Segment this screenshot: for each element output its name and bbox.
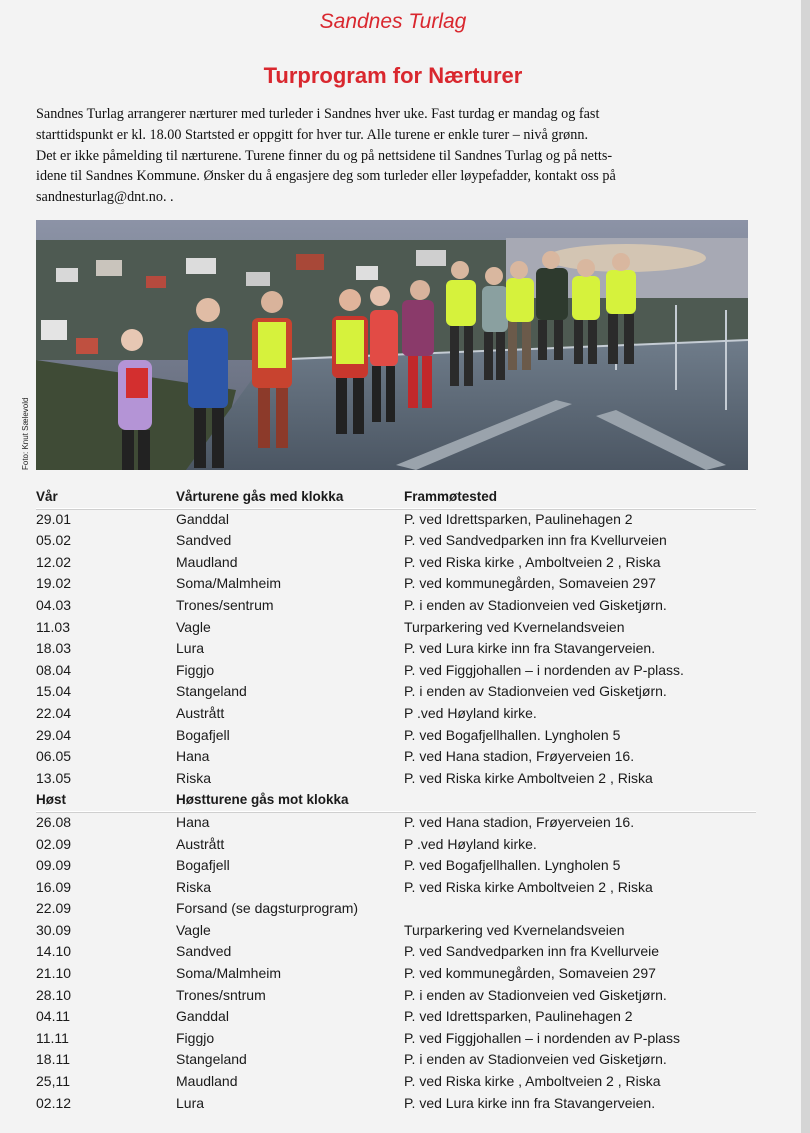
tour-date: 29.04 — [36, 726, 72, 743]
intro-line: sandnesturlag@dnt.no. . — [36, 189, 174, 206]
table-row — [36, 681, 756, 703]
tour-date: 29.01 — [36, 510, 72, 527]
tour-date: 22.04 — [36, 704, 72, 721]
tour-date: 04.03 — [36, 596, 72, 613]
table-row — [36, 552, 756, 574]
intro-line: Det er ikke påmelding til nærturene. Turene finner du og på nettsidene til Sandnes Turlag og på netts- — [36, 147, 613, 164]
tour-meeting-place: P. ved Lura kirke inn fra Stavangerveien. — [404, 1094, 656, 1111]
tour-meeting-place: P. ved Idrettsparken, Paulinehagen 2 — [404, 510, 633, 527]
tour-place: Ganddal — [176, 1008, 229, 1025]
tour-place: Stangeland — [176, 1051, 247, 1068]
tour-place: Figgjo — [176, 661, 215, 678]
tour-place: Maudland — [176, 553, 238, 570]
tour-meeting-place: Turparkering ved Kvernelandsveien — [404, 921, 625, 938]
tour-place: Austrått — [176, 704, 225, 721]
table-row — [36, 509, 756, 531]
tour-date: 22.09 — [36, 900, 72, 917]
table-row — [36, 530, 756, 552]
tour-meeting-place: P. ved kommunegården, Somaveien 297 — [404, 965, 656, 982]
tour-place: Forsand (se dagsturprogram) — [176, 900, 359, 917]
tour-date: 02.09 — [36, 835, 72, 852]
tour-meeting-place: P. ved Idrettsparken, Paulinehagen 2 — [404, 1008, 633, 1025]
tour-place: Maudland — [176, 1073, 238, 1090]
table-row — [36, 638, 756, 660]
tour-meeting-place: P .ved Høyland kirke. — [404, 704, 537, 721]
tour-meeting-place: P. ved Hana stadion, Frøyerveien 16. — [404, 748, 635, 765]
tour-date: 28.10 — [36, 986, 72, 1003]
tour-meeting-place: P. ved Lura kirke inn fra Stavangerveien. — [404, 640, 656, 657]
tour-date: 26.08 — [36, 813, 72, 830]
tour-date: 30.09 — [36, 921, 72, 938]
tour-place: Riska — [176, 769, 212, 786]
table-row — [36, 1071, 756, 1093]
tour-place: Vagle — [176, 921, 211, 938]
intro-line: idene til Sandnes Kommune. Ønsker du å engasjere deg som turleder eller løypefadder, kontakt oss på — [36, 168, 616, 185]
table-row — [36, 660, 756, 682]
tour-place: Hana — [176, 748, 210, 765]
tour-date: 12.02 — [36, 553, 72, 570]
tour-meeting-place: P. ved Bogafjellhallen. Lyngholen 5 — [404, 726, 621, 743]
club-name: Sandnes Turlag — [319, 10, 467, 33]
tour-date: 14.10 — [36, 943, 72, 960]
tour-date: 09.09 — [36, 857, 72, 874]
tour-meeting-place: P. ved kommunegården, Somaveien 297 — [404, 575, 656, 592]
tour-date: 18.03 — [36, 640, 72, 657]
page-edge — [801, 0, 810, 1133]
tour-meeting-place: P. ved Hana stadion, Frøyerveien 16. — [404, 813, 635, 830]
tour-meeting-place: P. ved Sandvedparken inn fra Kvellurveie — [404, 943, 660, 960]
tour-place: Lura — [176, 1094, 205, 1111]
tour-date: 11.11 — [36, 1029, 69, 1046]
tour-date: 06.05 — [36, 748, 72, 765]
tour-date: 04.11 — [36, 1008, 70, 1025]
tour-place: Sandved — [176, 532, 232, 549]
tour-meeting-place: P .ved Høyland kirke. — [404, 835, 537, 852]
tour-meeting-place: P. ved Riska kirke , Amboltveien 2 , Riska — [404, 553, 661, 570]
tour-place: Soma/Malmheim — [176, 965, 282, 982]
table-row — [36, 898, 756, 920]
tour-date: 11.03 — [36, 618, 70, 635]
table-row — [36, 573, 756, 595]
table-row — [36, 746, 756, 768]
table-row — [36, 834, 756, 856]
tour-date: 02.12 — [36, 1094, 72, 1111]
table-row — [36, 1093, 756, 1115]
intro-line: Sandnes Turlag arrangerer nærturer med turleder i Sandnes hver uke. Fast turdag er mandag og fast — [36, 106, 600, 122]
table-header-spring — [36, 486, 756, 508]
tour-meeting-place: P. ved Figgjohallen – i nordenden av P-plass — [404, 1029, 681, 1046]
tour-place: Riska — [176, 878, 212, 895]
tour-date: 13.05 — [36, 769, 72, 786]
intro-paragraph — [36, 104, 756, 208]
table-row — [36, 1028, 756, 1050]
tour-meeting-place: P. ved Figgjohallen – i nordenden av P-plass. — [404, 661, 684, 678]
tour-place: Austrått — [176, 835, 225, 852]
table-row — [36, 703, 756, 725]
table-row — [36, 1049, 756, 1071]
tour-direction-label: Høstturene gås mot klokka — [176, 792, 349, 808]
intro-line: starttidspunkt er kl. 18.00 Startsted er oppgitt for hver tur. Alle turene er enkle turer – nivå grønn. — [36, 126, 588, 143]
tour-meeting-place: P. i enden av Stadionveien ved Gisketjørn. — [404, 596, 667, 613]
group-photo — [36, 220, 748, 470]
table-row — [36, 920, 756, 942]
table-row — [36, 855, 756, 877]
table-row — [36, 1006, 756, 1028]
tour-place: Trones/sentrum — [176, 596, 274, 613]
tour-meeting-place: Turparkering ved Kvernelandsveien — [404, 618, 625, 635]
tour-meeting-place: P. i enden av Stadionveien ved Gisketjørn. — [404, 986, 667, 1003]
tour-date: 18.11 — [36, 1051, 70, 1068]
tour-meeting-place: P. ved Sandvedparken inn fra Kvellurveien — [404, 532, 667, 549]
season-label: Høst — [36, 792, 66, 808]
tour-meeting-place: P. ved Riska kirke Amboltveien 2 , Riska — [404, 878, 653, 895]
table-row — [36, 617, 756, 639]
tour-date: 08.04 — [36, 661, 72, 678]
tour-meeting-place: P. i enden av Stadionveien ved Gisketjørn. — [404, 683, 667, 700]
tour-place: Bogafjell — [176, 857, 230, 874]
tour-date: 25,11 — [36, 1073, 70, 1090]
tour-place: Lura — [176, 640, 205, 657]
tour-place: Sandved — [176, 943, 232, 960]
table-row — [36, 963, 756, 985]
tour-place: Bogafjell — [176, 726, 230, 743]
schedule-table — [36, 486, 756, 1114]
table-row — [36, 768, 756, 790]
tour-place: Hana — [176, 813, 210, 830]
table-header-autumn — [36, 789, 756, 811]
table-row — [36, 985, 756, 1007]
tour-place: Soma/Malmheim — [176, 575, 282, 592]
tour-meeting-place: P. i enden av Stadionveien ved Gisketjørn. — [404, 1051, 667, 1068]
page-title: Turprogram for Nærturer — [263, 63, 523, 88]
photo-credit: Foto: Knut Sælevold — [21, 397, 30, 470]
table-row — [36, 595, 756, 617]
meeting-place-header: Frammøtested — [404, 489, 498, 504]
tour-date: 19.02 — [36, 575, 72, 592]
tour-direction-label: Vårturene gås med klokka — [176, 489, 344, 504]
tour-place: Stangeland — [176, 683, 247, 700]
tour-date: 21.10 — [36, 965, 72, 982]
season-label: Vår — [36, 489, 58, 504]
table-row — [36, 812, 756, 834]
tour-place: Vagle — [176, 618, 211, 635]
tour-meeting-place: P. ved Bogafjellhallen. Lyngholen 5 — [404, 857, 621, 874]
tour-date: 16.09 — [36, 878, 72, 895]
tour-meeting-place: P. ved Riska kirke Amboltveien 2 , Riska — [404, 769, 653, 786]
table-row — [36, 877, 756, 899]
tour-meeting-place: P. ved Riska kirke , Amboltveien 2 , Riska — [404, 1073, 661, 1090]
table-row — [36, 725, 756, 747]
tour-place: Trones/sntrum — [176, 986, 266, 1003]
table-row — [36, 941, 756, 963]
tour-place: Figgjo — [176, 1029, 215, 1046]
tour-date: 05.02 — [36, 532, 72, 549]
tour-date: 15.04 — [36, 683, 72, 700]
tour-place: Ganddal — [176, 510, 229, 527]
